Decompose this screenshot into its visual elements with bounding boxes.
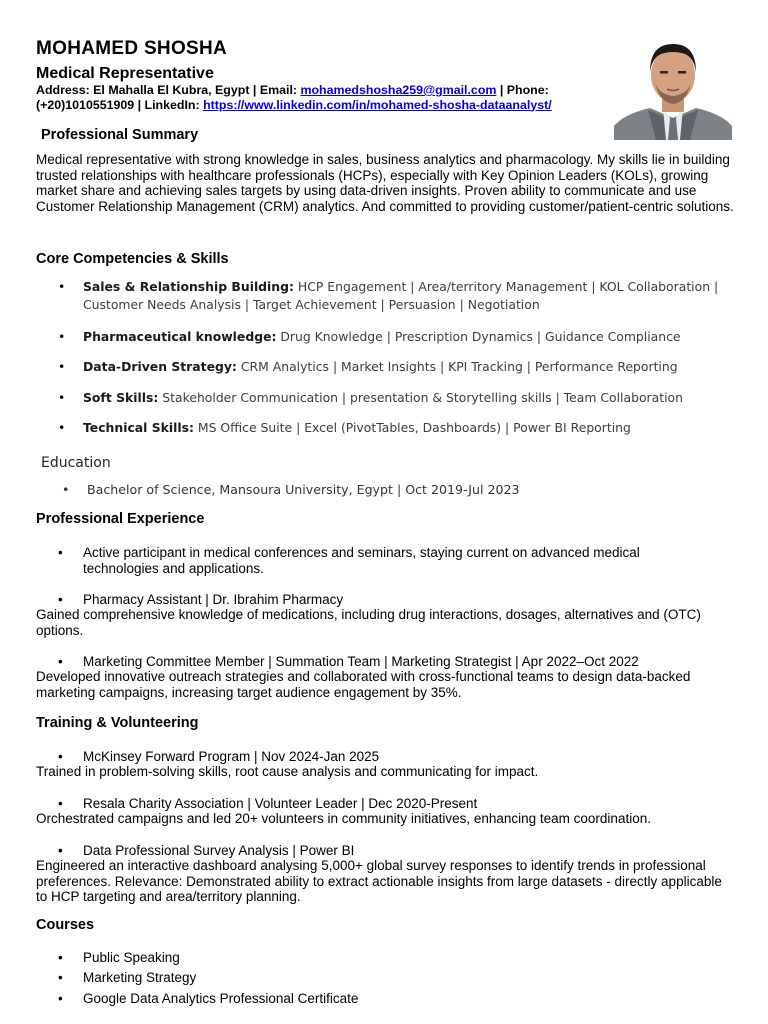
courses-heading: Courses	[36, 917, 95, 933]
skill-label: Sales & Relationship Building:	[83, 279, 294, 294]
address-value: El Mahalla El Kubra, Egypt	[93, 83, 250, 97]
skill-item	[58, 278, 728, 314]
skill-label: Soft Skills:	[83, 390, 159, 405]
training-desc: Engineered an interactive dashboard analysing 5,000+ global survey responses to identify trends in professional preferences. Relevance: Demonstrated ability to extract actionable insights from large datasets - directly applicable to HCP targeting and area/territory planning.	[36, 858, 722, 905]
address-label: Address:	[36, 83, 90, 97]
education-item	[62, 482, 722, 498]
training-desc: Trained in problem-solving skills, root cause analysis and communicating for impact.	[36, 764, 539, 779]
bullet-icon: •	[58, 950, 63, 965]
training-item	[58, 843, 738, 859]
experience-item	[58, 592, 738, 608]
phone-label: | Phone:	[499, 83, 549, 97]
training-item	[58, 749, 738, 765]
training-heading: Training & Volunteering	[36, 715, 199, 731]
candidate-title: Medical Representative	[36, 65, 214, 82]
email-label: | Email:	[252, 83, 298, 97]
linkedin-label: | LinkedIn:	[137, 97, 200, 112]
experience-item	[58, 654, 738, 670]
skill-text: CRM Analytics | Market Insights | KPI Tracking | Performance Reporting	[240, 359, 678, 374]
training-title: Resala Charity Association | Volunteer Leader | Dec 2020-Present	[83, 796, 478, 811]
bullet-icon: •	[62, 482, 70, 497]
course-text: Google Data Analytics Professional Certificate	[83, 991, 359, 1006]
skill-text: Stakeholder Communication | presentation & Storytelling skills | Team Collaboration	[162, 390, 683, 405]
email-link[interactable]: mohamedshosha259@gmail.com	[300, 83, 497, 97]
training-title: McKinsey Forward Program | Nov 2024-Jan 2025	[83, 749, 380, 764]
bullet-icon: •	[58, 592, 63, 607]
course-text: Marketing Strategy	[83, 970, 197, 985]
experience-title: Marketing Committee Member | Summation Team | Marketing Strategist | Apr 2022–Oct 2022	[83, 654, 639, 669]
candidate-name: MOHAMED SHOSHA	[36, 38, 228, 59]
experience-title: Pharmacy Assistant | Dr. Ibrahim Pharmacy	[83, 592, 344, 607]
course-item	[58, 970, 698, 986]
bullet-icon: •	[58, 390, 66, 405]
skill-text: HCP Engagement | Area/territory Management | KOL Collaboration | Customer Needs Analysis | Target Achievement | Persuasion | Negotiation	[83, 279, 719, 312]
bullet-icon: •	[58, 654, 63, 669]
experience-heading: Professional Experience	[36, 511, 205, 527]
skill-text: Drug Knowledge | Prescription Dynamics | Guidance Compliance	[280, 329, 681, 344]
summary-heading: Professional Summary	[41, 127, 199, 143]
linkedin-link[interactable]: https://www.linkedin.com/in/mohamed-shosha-dataanalyst/	[203, 97, 552, 112]
experience-desc: Developed innovative outreach strategies and collaborated with cross-functional teams to design data-backed marketing campaigns, increasing target audience engagement by 35%.	[36, 669, 691, 700]
bullet-icon: •	[58, 279, 66, 294]
course-item	[58, 991, 698, 1007]
skills-heading: Core Competencies & Skills	[36, 251, 229, 267]
bullet-icon: •	[58, 970, 63, 985]
bullet-icon: •	[58, 749, 63, 764]
course-text: Public Speaking	[83, 950, 180, 965]
training-desc: Orchestrated campaigns and led 20+ volunteers in community initiatives, enhancing team coordination.	[36, 811, 651, 826]
experience-title: Active participant in medical conferences and seminars, staying current on advanced medical technologies and applications.	[83, 545, 640, 576]
bullet-icon: •	[58, 796, 63, 811]
bullet-icon: •	[58, 545, 63, 560]
bullet-icon: •	[58, 991, 63, 1006]
skill-item	[58, 419, 728, 437]
summary-text: Medical representative with strong knowledge in sales, business analytics and pharmacology. My skills lie in building trusted relationships with healthcare professionals (HCPs), especially with Key Opinion Leaders (KOLs), growing market share and achieving sales targets by using data-driven insights. Proven ability to communicate and use Customer Relationship Management (CRM) analytics. And committed to providing customer/patient-centric solutions.	[36, 152, 734, 214]
skill-text: MS Office Suite | Excel (PivotTables, Dashboards) | Power BI Reporting	[197, 420, 631, 435]
education-heading: Education	[41, 455, 111, 471]
phone-value: (+20)1010551909	[36, 97, 135, 112]
skill-item	[58, 358, 728, 376]
training-item	[58, 796, 738, 812]
skill-label: Technical Skills:	[83, 420, 194, 435]
skill-item	[58, 389, 728, 407]
profile-photo	[614, 38, 732, 140]
bullet-icon: •	[58, 420, 66, 435]
course-item	[58, 950, 698, 966]
experience-item	[58, 545, 698, 576]
bullet-icon: •	[58, 843, 63, 858]
skill-item	[58, 328, 728, 346]
contact-line	[36, 83, 596, 112]
education-text: Bachelor of Science, Mansoura University, Egypt | Oct 2019-Jul 2023	[87, 482, 520, 497]
bullet-icon: •	[58, 359, 66, 374]
experience-desc: Gained comprehensive knowledge of medications, including drug interactions, dosages, alternatives and (OTC) options.	[36, 607, 701, 638]
skill-label: Data-Driven Strategy:	[83, 359, 237, 374]
bullet-icon: •	[58, 329, 66, 344]
training-title: Data Professional Survey Analysis | Power BI	[83, 843, 355, 858]
skill-label: Pharmaceutical knowledge:	[83, 329, 277, 344]
